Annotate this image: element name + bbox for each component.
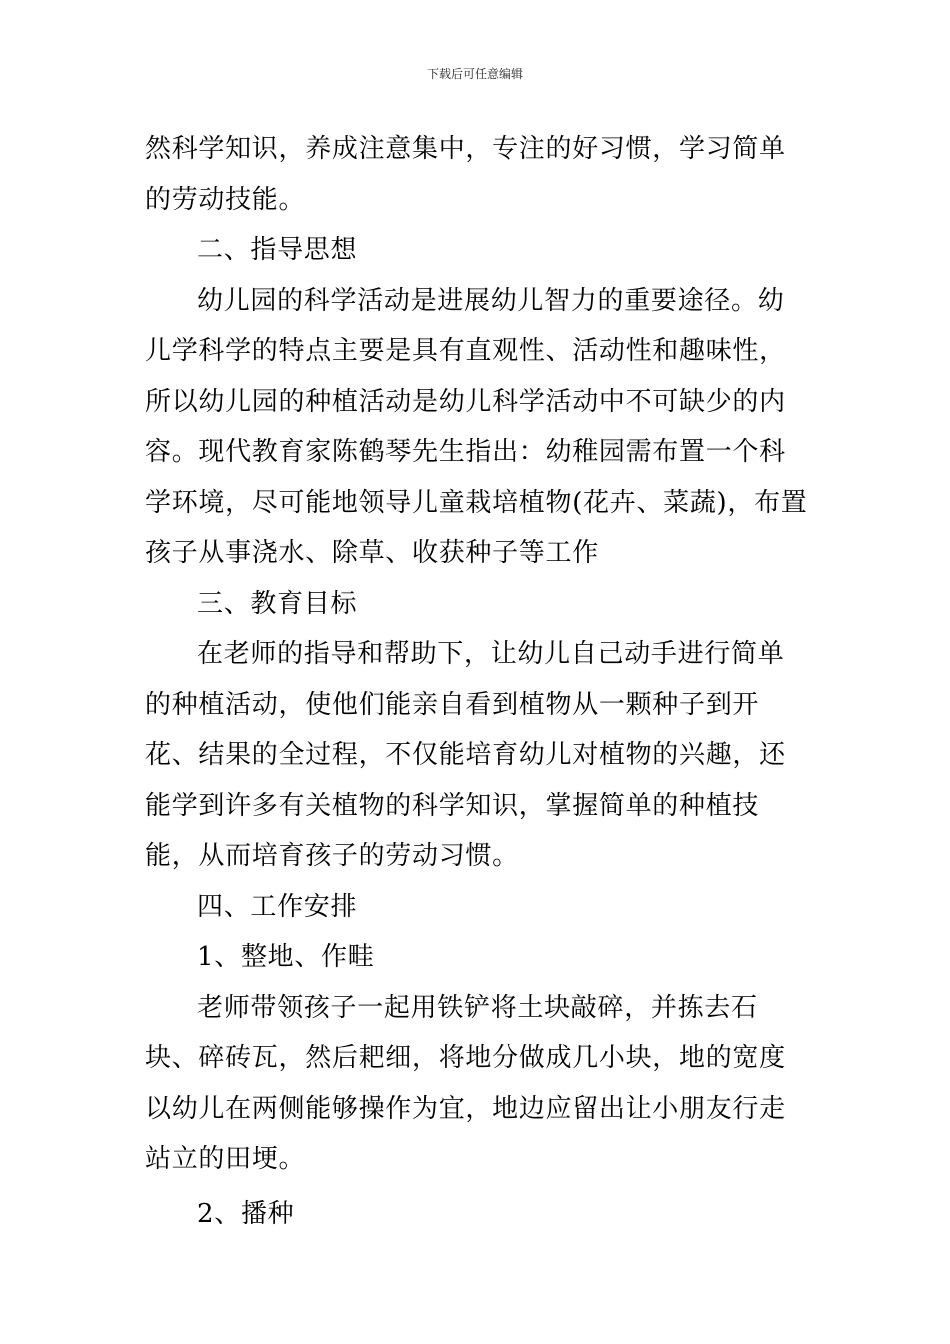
document-body — [145, 124, 810, 1239]
paragraph-continuation: 然科学知识，养成注意集中，专注的好习惯，学习简单的劳动技能。 — [145, 134, 786, 215]
page-header-note: 下载后可任意编辑 — [426, 67, 523, 81]
subheading-land-preparation: 1、整地、作畦 — [197, 942, 375, 972]
paragraph-education-goals: 在老师的指导和帮助下，让幼儿自己动手进行简单的种植活动，使他们能亲自看到植物从一颗种子到开花、结果的全过程，不仅能培育幼儿对植物的兴趣，还能学到许多有关植物的科学知识，掌握简单的种植技能，从而培育孩子的劳动习惯。 — [145, 639, 786, 871]
section-heading-work-arrangement: 四、工作安排 — [197, 891, 358, 922]
paragraph-guiding-ideology: 幼儿园的科学活动是进展幼儿智力的重要途径。幼儿学科学的特点主要是具有直观性、活动性和趣味性，所以幼儿园的种植活动是幼儿科学活动中不可缺少的内容。现代教育家陈鹤琴先生指出：幼稚园需布置一个科学环境，尽可能地领导儿童栽培植物(花卉、菜蔬)，布置孩子从事浇水、除草、收获种子等工作 — [145, 285, 808, 568]
subheading-sowing: 2、播种 — [197, 1198, 295, 1229]
paragraph-land-preparation: 老师带领孩子一起用铁铲将土块敲碎，并拣去石块、碎砖瓦，然后耙细，将地分做成几小块，地的宽度以幼儿在两侧能够操作为宜，地边应留出让小朋友行走站立的田埂。 — [145, 992, 786, 1174]
section-heading-guiding-ideology: 二、指导思想 — [197, 235, 358, 265]
section-heading-education-goals: 三、教育目标 — [197, 588, 358, 619]
